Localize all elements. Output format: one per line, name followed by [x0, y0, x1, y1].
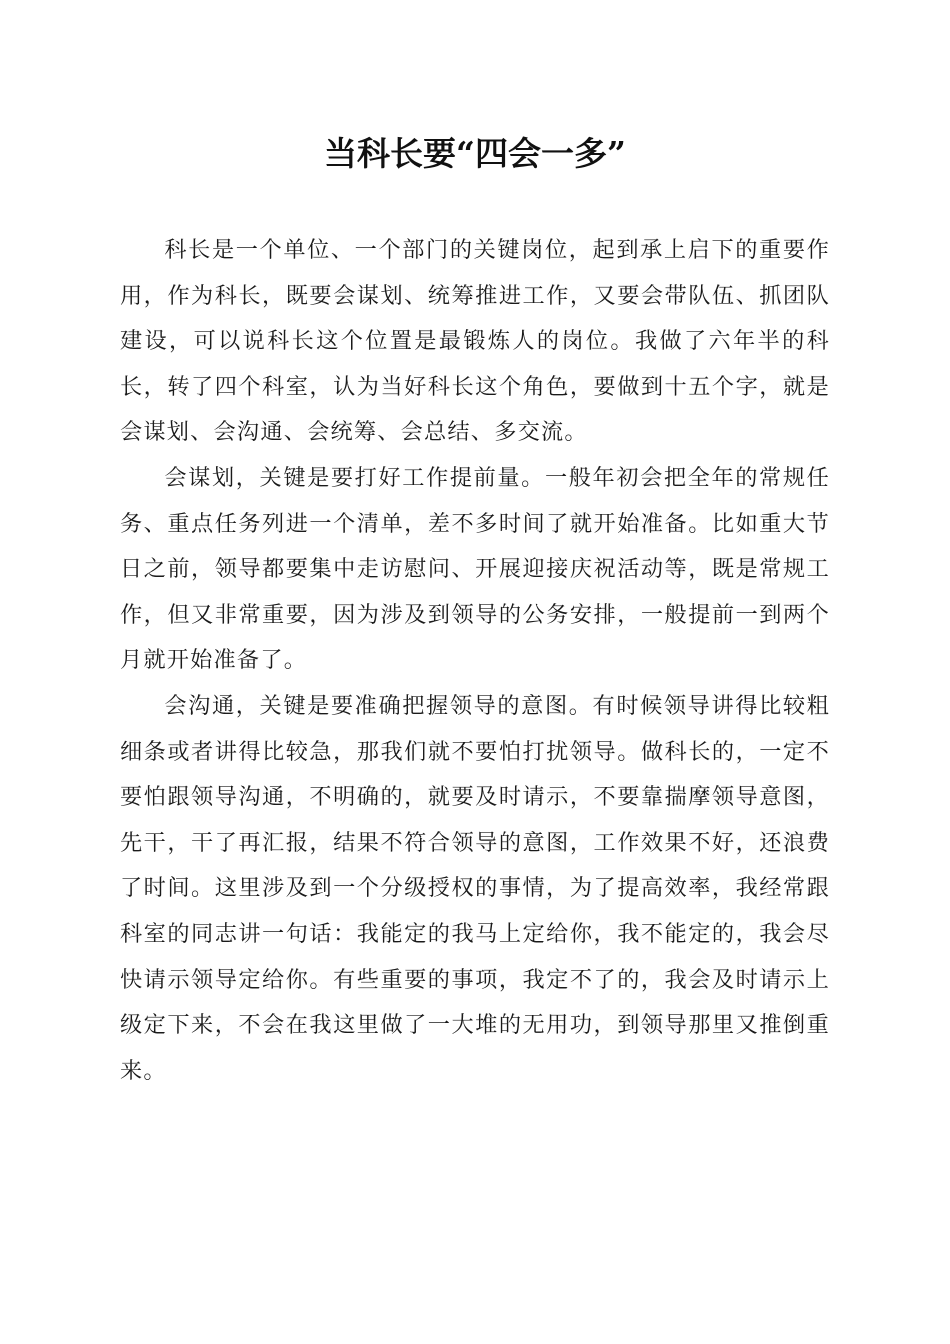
paragraph-communication: 会沟通，关键是要准确把握领导的意图。有时候领导讲得比较粗细条或者讲得比较急，那我们就不要怕打扰领导。做科长的，一定不要怕跟领导沟通，不明确的，就要及时请示，不要靠揣摩领导意图，先干，干了再汇报，结果不符合领导的意图，工作效果不好，还浪费了时间。这里涉及到一个分级授权的事情，为了提高效率，我经常跟科室的同志讲一句话：我能定的我马上定给你，我不能定的，我会尽快请示领导定给你。有些重要的事项，我定不了的，我会及时请示上级定下来，不会在我这里做了一大堆的无用功，到领导那里又推倒重来。: [120, 692, 830, 1084]
document-title: 当科长要“四会一多”: [324, 134, 626, 173]
document-body: [120, 228, 830, 1094]
paragraph-intro: 科长是一个单位、一个部门的关键岗位，起到承上启下的重要作用，作为科长，既要会谋划、统筹推进工作，又要会带队伍、抓团队建设，可以说科长这个位置是最锻炼人的岗位。我做了六年半的科长，转了四个科室，认为当好科长这个角色，要做到十五个字，就是会谋划、会沟通、会统筹、会总结、多交流。: [120, 237, 830, 446]
paragraph-planning: 会谋划，关键是要打好工作提前量。一般年初会把全年的常规任务、重点任务列进一个清单，差不多时间了就开始准备。比如重大节日之前，领导都要集中走访慰问、开展迎接庆祝活动等，既是常规工作，但又非常重要，因为涉及到领导的公务安排，一般提前一到两个月就开始准备了。: [120, 464, 830, 674]
